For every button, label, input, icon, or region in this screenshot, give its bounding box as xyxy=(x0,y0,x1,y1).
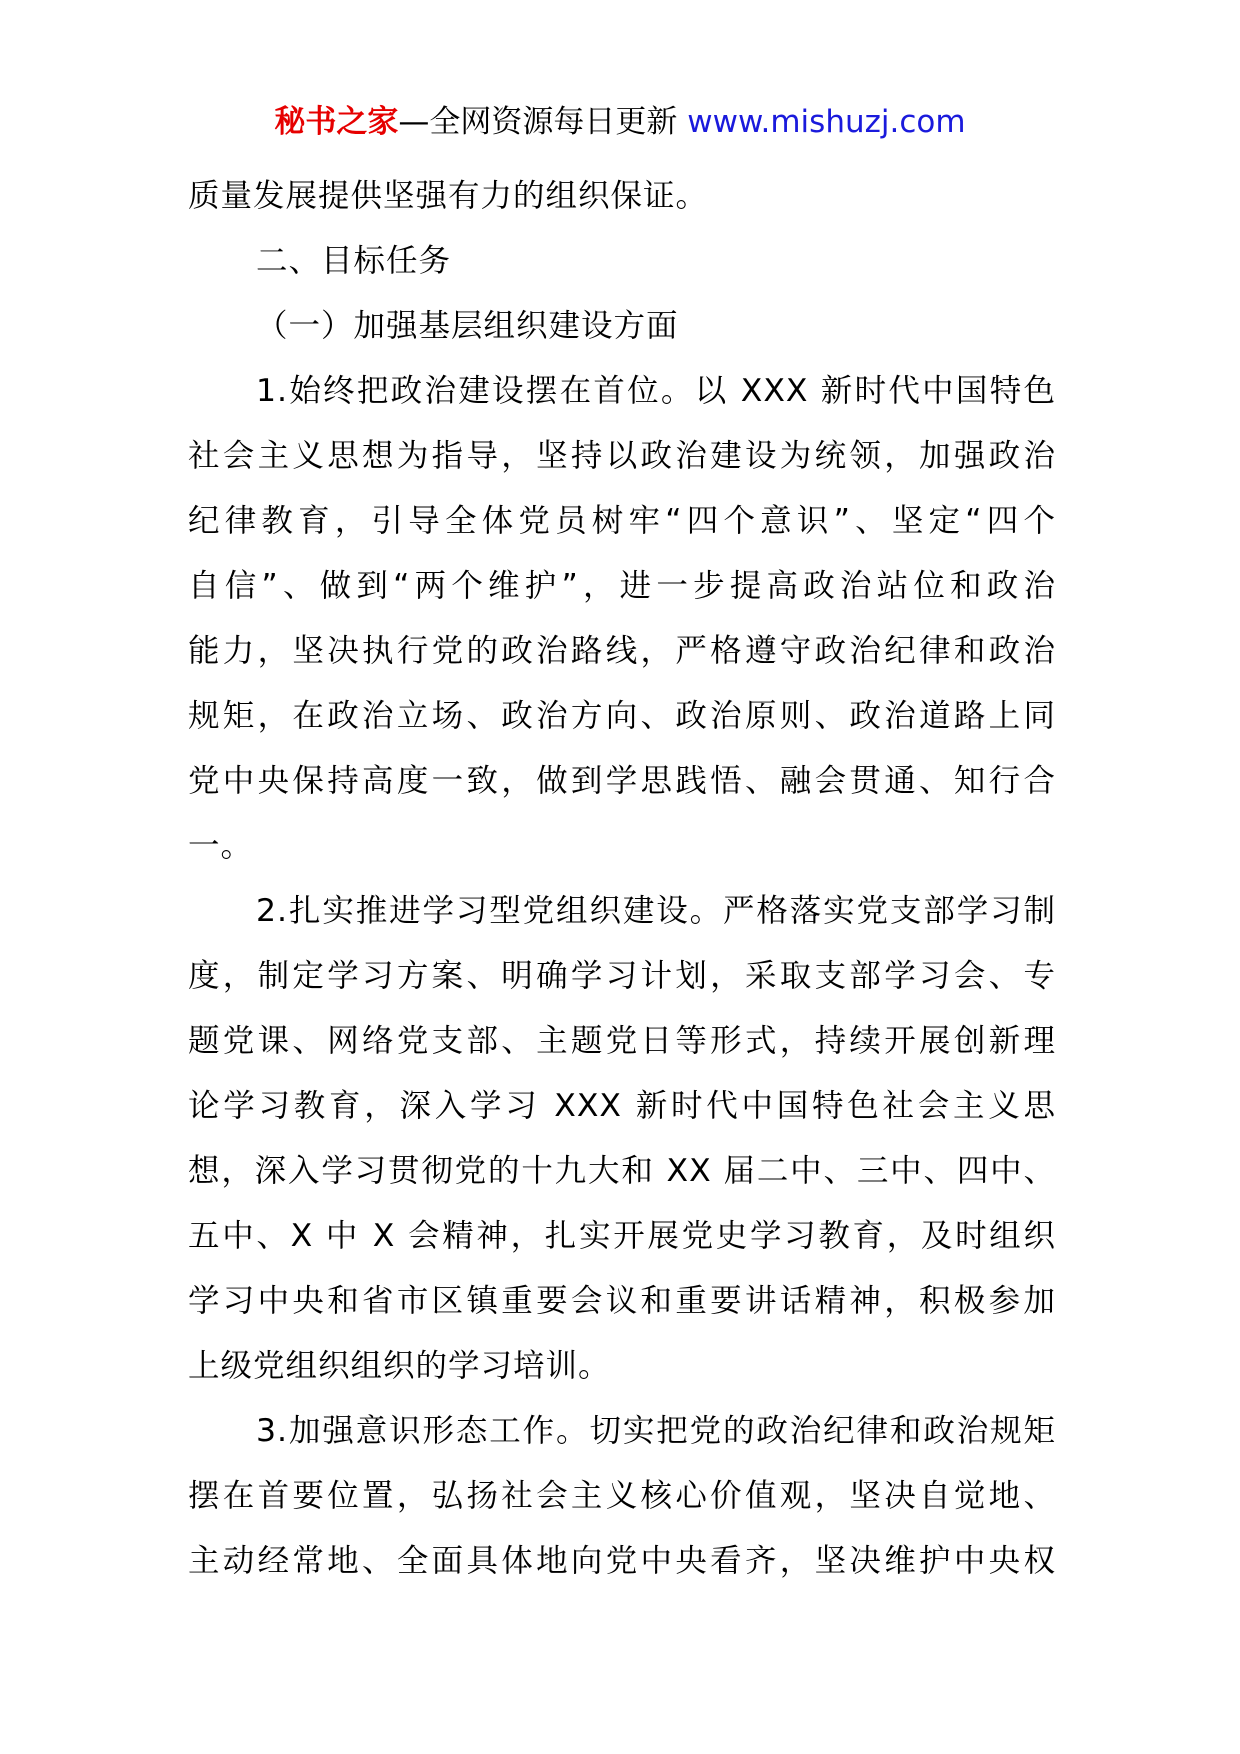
text-line: 上级党组织组织的学习培训。 xyxy=(188,1348,611,1384)
text-line: 想，深入学习贯彻党的十九大和 XX 届二中、三中、四中、 xyxy=(188,1153,1056,1189)
site-header xyxy=(0,100,1240,144)
text-line: 主动经常地、全面具体地向党中央看齐，坚决维护中央权 xyxy=(188,1543,1056,1579)
text-line: 自信”、做到“两个维护”，进一步提高政治站位和政治 xyxy=(188,568,1056,604)
text-line: 能力，坚决执行党的政治路线，严格遵守政治纪律和政治 xyxy=(188,633,1056,669)
text-line: 学习中央和省市区镇重要会议和重要讲话精神，积极参加 xyxy=(188,1283,1056,1319)
document-body xyxy=(188,164,1056,1594)
text-line: 质量发展提供坚强有力的组织保证。 xyxy=(188,178,709,214)
text-line: 社会主义思想为指导，坚持以政治建设为统领，加强政治 xyxy=(188,438,1056,474)
text-line: 纪律教育，引导全体党员树牢“四个意识”、坚定“四个 xyxy=(188,503,1056,539)
text-line: 摆在首要位置，弘扬社会主义核心价值观，坚决自觉地、 xyxy=(188,1478,1056,1514)
text-line: 度，制定学习方案、明确学习计划，采取支部学习会、专 xyxy=(188,958,1056,994)
text-line: 3.加强意识形态工作。切实把党的政治纪律和政治规矩 xyxy=(256,1413,1056,1449)
section-heading: 二、目标任务 xyxy=(256,243,452,279)
header-slogan: —全网资源每日更新 xyxy=(398,104,688,140)
text-line: 五中、X 中 X 会精神，扎实开展党史学习教育，及时组织 xyxy=(188,1218,1056,1254)
text-line: 题党课、网络党支部、主题党日等形式，持续开展创新理 xyxy=(188,1023,1056,1059)
brand-name: 秘书之家 xyxy=(274,104,399,140)
text-line: 一。 xyxy=(188,828,254,864)
text-line: 1.始终把政治建设摆在首位。以 XXX 新时代中国特色 xyxy=(256,373,1056,409)
subsection-heading: （一）加强基层组织建设方面 xyxy=(256,308,679,344)
text-line: 党中央保持高度一致，做到学思践悟、融会贯通、知行合 xyxy=(188,763,1056,799)
text-line: 论学习教育，深入学习 XXX 新时代中国特色社会主义思 xyxy=(188,1088,1056,1124)
site-url-link[interactable]: www.mishuzj.com xyxy=(687,104,966,140)
text-line: 规矩，在政治立场、政治方向、政治原则、政治道路上同 xyxy=(188,698,1056,734)
text-line: 2.扎实推进学习型党组织建设。严格落实党支部学习制 xyxy=(256,893,1056,929)
